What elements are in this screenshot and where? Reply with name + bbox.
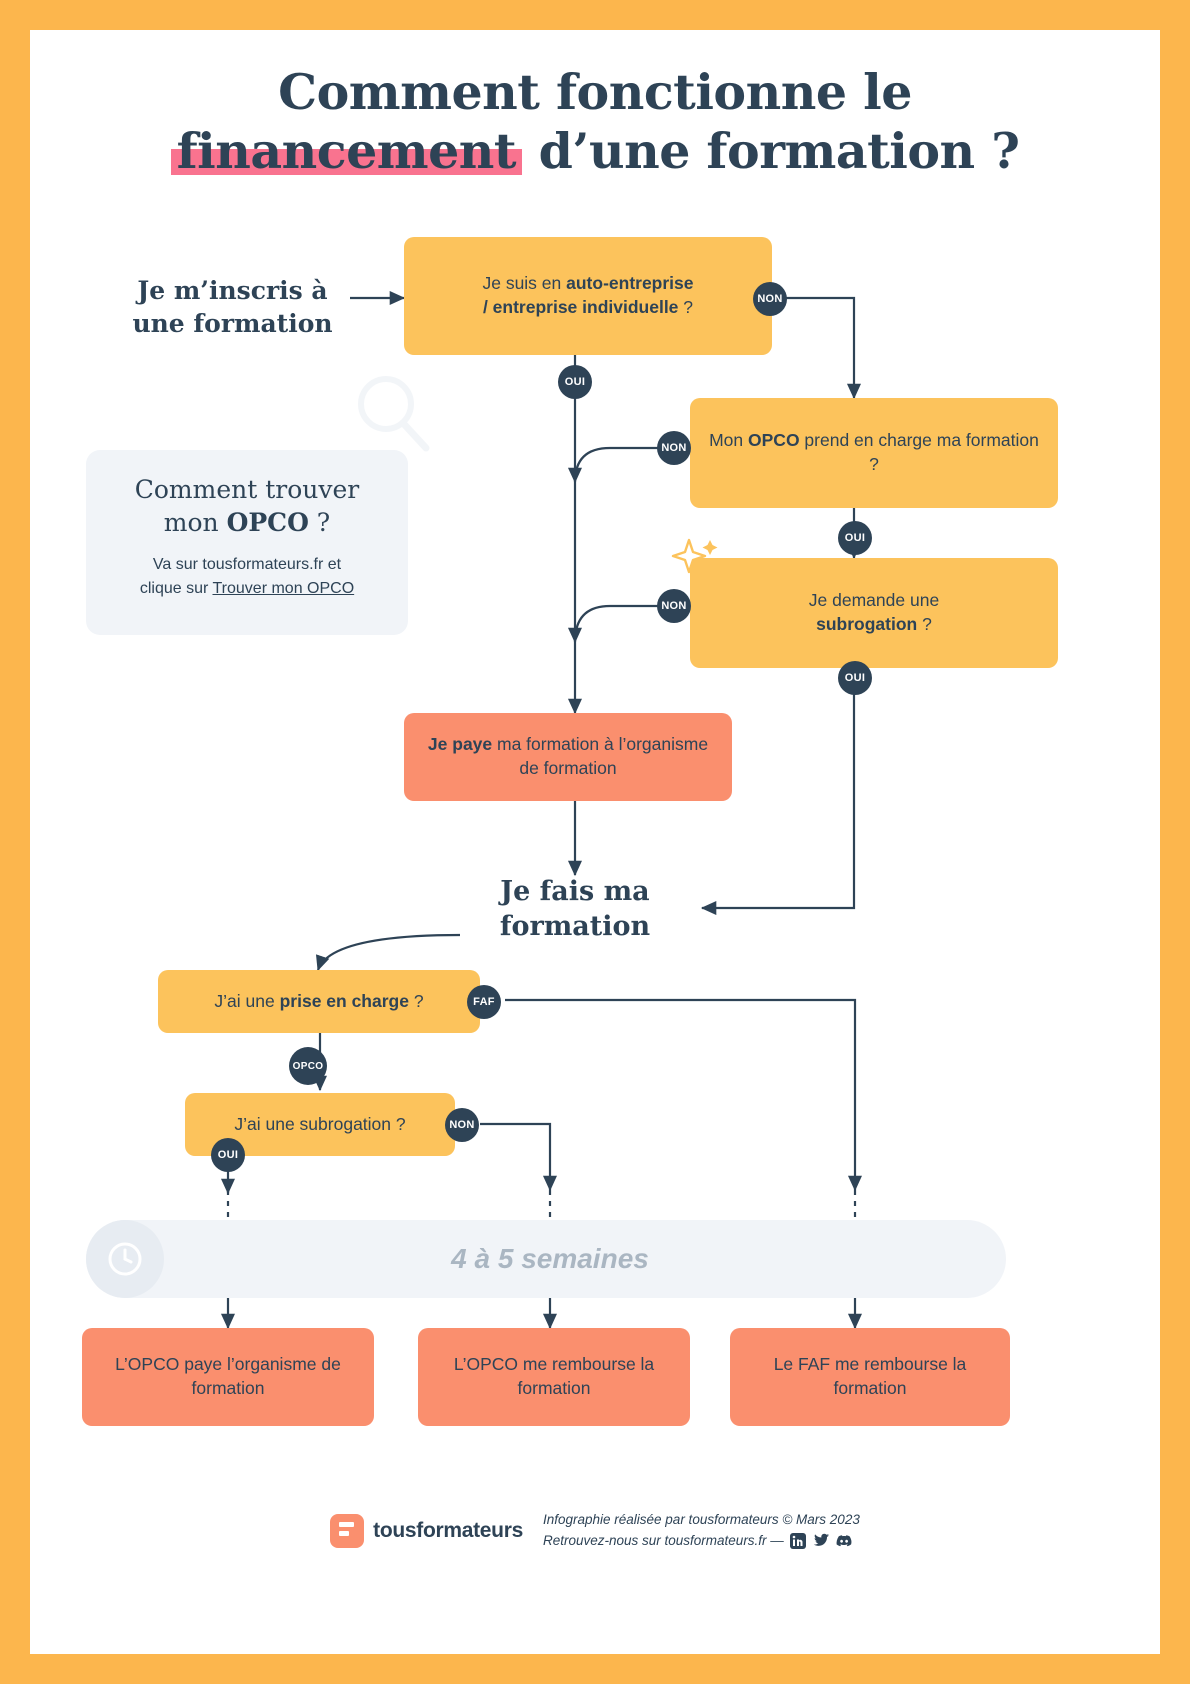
timeline-band: [86, 1220, 1006, 1298]
node-text-post: ?: [678, 297, 694, 317]
twitter-icon[interactable]: [813, 1533, 830, 1550]
opco-card-title-post: ?: [308, 507, 331, 537]
mid-label-line2: formation: [499, 910, 651, 942]
node-auto-entreprise[interactable]: [404, 237, 772, 355]
opco-card-body-line2-pre: clique sur: [139, 580, 213, 597]
timeline-label: 4 à 5 semaines: [451, 1243, 649, 1274]
footer-credits-line1: Infographie réalisée par tousformateurs © Mars 2023: [542, 1512, 860, 1527]
footer-credits: [543, 1510, 860, 1552]
node-result-opco-paye-organisme[interactable]: [82, 1328, 374, 1426]
logo-mark-icon: [330, 1514, 364, 1548]
start-label-line2: une formation: [132, 308, 333, 338]
badge-oui-auto-entreprise: OUI: [558, 365, 592, 399]
node-text: J’ai une subrogation ?: [234, 1113, 406, 1134]
node-opco-prise-en-charge[interactable]: [690, 398, 1058, 508]
footer-credits-line2: Retrouvez-nous sur tousformateurs.fr —: [542, 1532, 784, 1548]
start-label-line1: Je m’inscris à: [137, 276, 328, 305]
discord-icon[interactable]: [836, 1533, 853, 1550]
node-result-faf-rembourse[interactable]: [730, 1328, 1010, 1426]
opco-card-title: [104, 474, 390, 539]
node-text: ma formation à l’organisme de formation: [492, 734, 709, 778]
badge-faf: FAF: [467, 985, 501, 1019]
start-label: [100, 275, 365, 340]
mid-label-line1: Je fais ma: [500, 876, 650, 907]
title-line-2: d’une formation ?: [538, 121, 1020, 180]
node-text: L’OPCO paye l’organisme de formation: [115, 1354, 341, 1398]
node-text-post: ?: [917, 614, 932, 634]
opco-card-link[interactable]: Trouver mon OPCO: [212, 580, 355, 597]
opco-card-body: [104, 553, 390, 601]
node-je-fais-ma-formation: [430, 875, 720, 944]
node-text: Mon: [709, 430, 749, 451]
node-text-strong2: / entreprise individuelle: [482, 297, 679, 317]
node-demande-subrogation[interactable]: [690, 558, 1058, 668]
node-text-strong: OPCO: [748, 430, 800, 451]
node-text-strong: prise en charge: [279, 990, 409, 1011]
node-text: Le FAF me rembourse la formation: [773, 1354, 967, 1398]
badge-oui-subrogation: OUI: [838, 661, 872, 695]
magnifier-icon: [350, 370, 440, 460]
node-text-strong: subrogation: [816, 614, 918, 634]
node-text-post: prend en charge ma formation ?: [799, 430, 1039, 474]
footer: [30, 1510, 1160, 1552]
node-text-post: ?: [408, 990, 424, 1011]
opco-card-title-line1: Comment trouver: [134, 475, 360, 504]
node-text: Je suis en: [482, 273, 567, 294]
opco-card-body-line1: Va sur tousformateurs.fr et: [152, 556, 342, 573]
node-je-paye[interactable]: [404, 713, 732, 801]
title-line-1: Comment fonctionne le: [278, 63, 912, 121]
node-result-opco-rembourse[interactable]: [418, 1328, 690, 1426]
node-text: L’OPCO me rembourse la formation: [453, 1354, 655, 1398]
node-prise-en-charge[interactable]: [158, 970, 480, 1033]
badge-oui-opco: OUI: [838, 521, 872, 555]
opco-card-title-line2-pre: mon: [163, 507, 227, 537]
brand-name: tousformateurs: [373, 1518, 523, 1542]
badge-oui-subrogation-q: OUI: [211, 1138, 245, 1172]
title-highlight: financement: [171, 124, 523, 179]
linkedin-icon[interactable]: [790, 1533, 807, 1550]
badge-opco: OPCO: [289, 1047, 327, 1085]
node-text-strong: Je paye: [427, 734, 493, 755]
brand-logo: [330, 1514, 523, 1548]
opco-help-card: [86, 450, 408, 635]
badge-non-opco: NON: [657, 431, 691, 465]
opco-card-title-strong: OPCO: [226, 507, 309, 537]
clock-icon: [86, 1220, 164, 1298]
badge-non-subrogation: NON: [657, 589, 691, 623]
infographic-canvas: [30, 30, 1160, 1654]
node-text: Je demande une: [808, 590, 940, 611]
badge-non-auto-entreprise: NON: [753, 282, 787, 316]
node-text: J’ai une: [214, 990, 280, 1011]
badge-non-subrogation-q: NON: [445, 1108, 479, 1142]
node-text-strong: auto-entreprise: [566, 273, 694, 294]
